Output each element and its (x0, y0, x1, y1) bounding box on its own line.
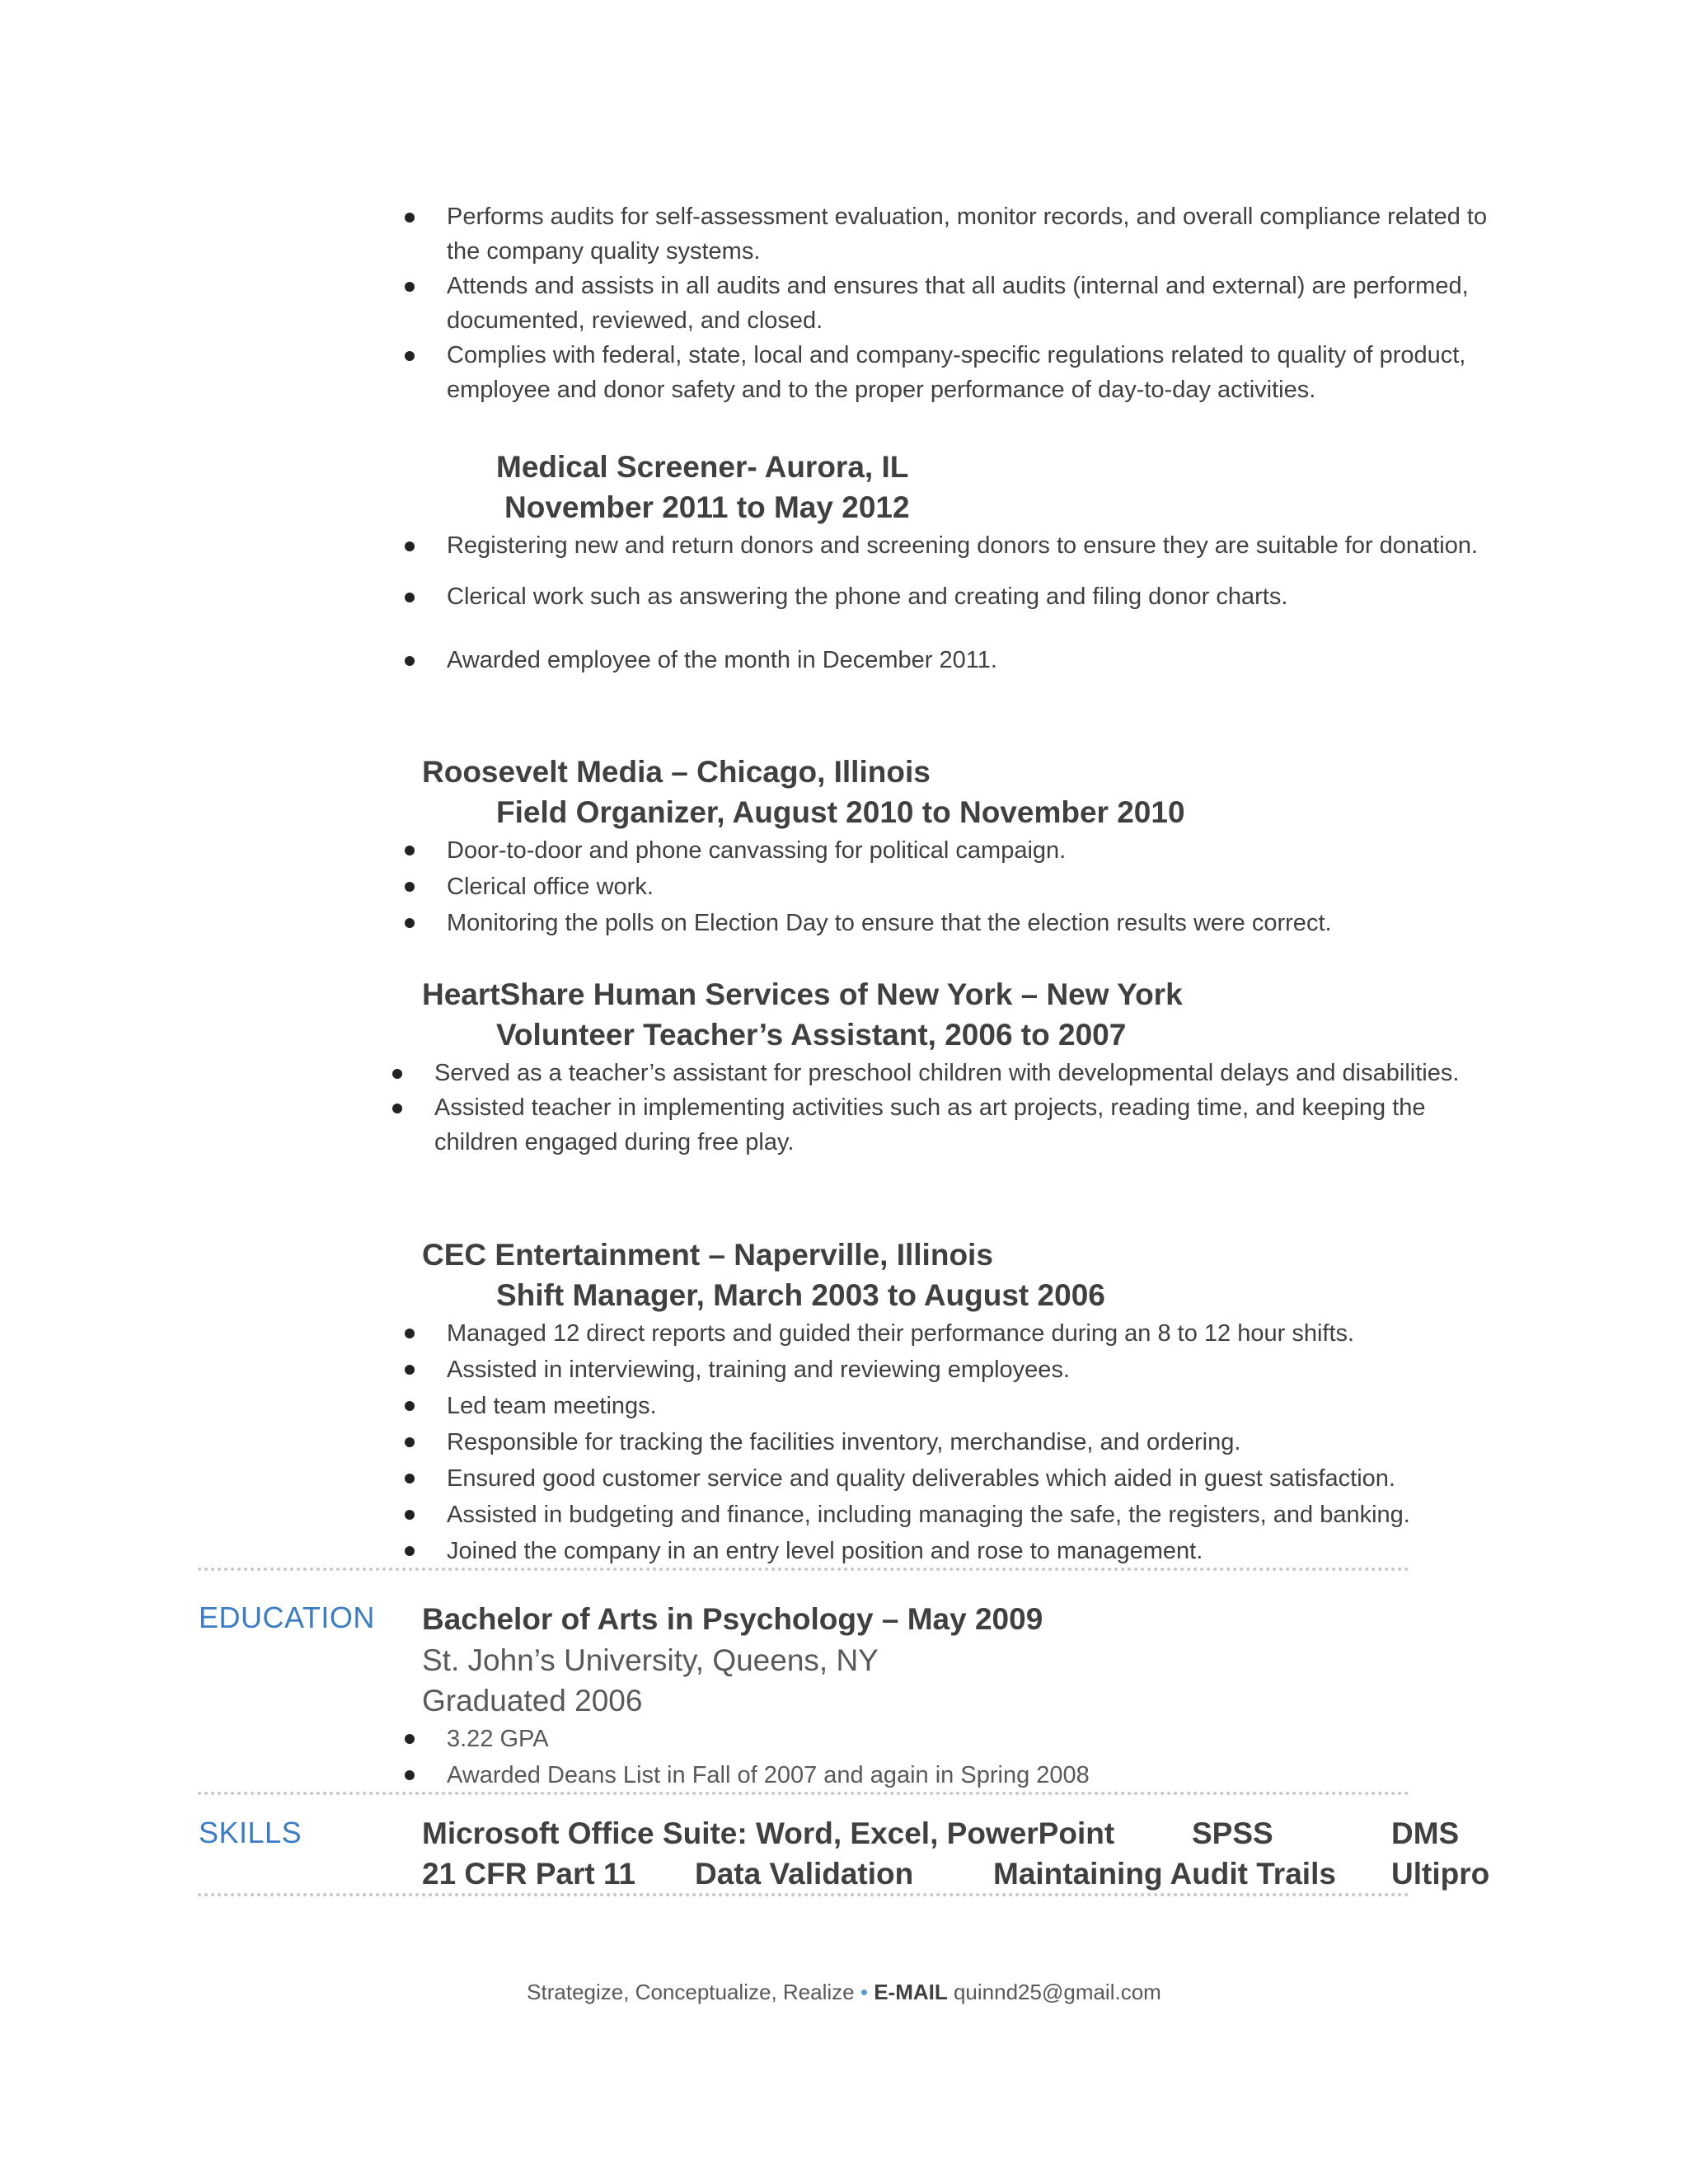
list-item: Complies with federal, state, local and company-specific regulations related to quality of product, employee and donor safety and to the proper performance of day-to-day activities. (447, 338, 1502, 407)
page-footer (0, 1980, 1688, 2005)
skill-item: Ultipro (1391, 1857, 1490, 1891)
list-item: Assisted in budgeting and finance, including managing the safe, the registers, and banking. (447, 1497, 1502, 1533)
list-item: Ensured good customer service and quality deliverables which aided in guest satisfaction. (447, 1460, 1502, 1497)
list-item: Awarded employee of the month in December 2011. (447, 643, 1502, 677)
list-item: Attends and assists in all audits and ensures that all audits (internal and external) are performed, documented, reviewed, and closed. (447, 269, 1502, 338)
education-bullet-list (447, 1721, 1502, 1793)
list-item: 3.22 GPA (447, 1721, 1502, 1757)
list-item: Assisted teacher in implementing activities such as art projects, reading time, and keeping the children engaged during free play. (434, 1090, 1506, 1160)
company-name: Roosevelt Media – Chicago, Illinois (422, 755, 931, 789)
list-item: Managed 12 direct reports and guided their performance during an 8 to 12 hour shifts. (447, 1315, 1502, 1352)
skill-item: SPSS (1192, 1816, 1273, 1850)
email-address: quinnd25@gmail.com (953, 1980, 1161, 2004)
list-item: Monitoring the polls on Election Day to ensure that the election results were correct. (447, 905, 1502, 941)
list-item: Performs audits for self-assessment evaluation, monitor records, and overall compliance related to the company quality systems. (447, 199, 1502, 269)
job-dates: November 2011 to May 2012 (504, 490, 910, 524)
skills-section-label: SKILLS (199, 1816, 302, 1849)
list-item: Door-to-door and phone canvassing for political campaign. (447, 832, 1502, 869)
list-item: Served as a teacher’s assistant for preschool children with developmental delays and disabilities. (434, 1056, 1506, 1090)
section-divider (198, 1568, 1409, 1571)
list-item: Clerical office work. (447, 869, 1502, 905)
screener-bullet-list (447, 528, 1502, 677)
school-name: St. John’s University, Queens, NY (422, 1643, 879, 1677)
list-item: Assisted in interviewing, training and reviewing employees. (447, 1352, 1502, 1388)
bullet-separator-icon: • (860, 1980, 868, 2004)
list-item: Led team meetings. (447, 1388, 1502, 1424)
footer-tagline: Strategize, Conceptualize, Realize (527, 1980, 855, 2004)
company-name: CEC Entertainment – Naperville, Illinois (422, 1238, 993, 1272)
job-title: Medical Screener- Aurora, IL (496, 450, 909, 484)
intro-bullet-list (447, 199, 1502, 407)
job-role: Field Organizer, August 2010 to November 2010 (496, 795, 1185, 829)
graduation-year: Graduated 2006 (422, 1684, 643, 1718)
cec-bullet-list (447, 1315, 1502, 1569)
roosevelt-bullet-list (447, 832, 1502, 941)
company-name: HeartShare Human Services of New York – New York (422, 977, 1183, 1011)
skill-item: Microsoft Office Suite: Word, Excel, PowerPoint (422, 1816, 1115, 1850)
list-item: Joined the company in an entry level position and rose to management. (447, 1533, 1502, 1569)
list-item: Awarded Deans List in Fall of 2007 and again in Spring 2008 (447, 1757, 1502, 1793)
email-label: E-MAIL (874, 1980, 948, 2004)
section-divider (198, 1893, 1409, 1896)
job-role: Volunteer Teacher’s Assistant, 2006 to 2007 (496, 1018, 1127, 1052)
skill-item: Maintaining Audit Trails (993, 1857, 1336, 1891)
skill-item: DMS (1391, 1816, 1460, 1850)
skill-item: 21 CFR Part 11 (422, 1857, 636, 1891)
job-role: Shift Manager, March 2003 to August 2006 (496, 1278, 1105, 1312)
degree-title: Bachelor of Arts in Psychology – May 2009 (422, 1602, 1043, 1636)
list-item: Responsible for tracking the facilities inventory, merchandise, and ordering. (447, 1424, 1502, 1460)
skill-item: Data Validation (695, 1857, 914, 1891)
list-item: Registering new and return donors and screening donors to ensure they are suitable for donation. (447, 528, 1502, 563)
section-divider (198, 1792, 1409, 1795)
list-item: Clerical work such as answering the phone and creating and filing donor charts. (447, 579, 1502, 614)
heartshare-bullet-list (434, 1056, 1506, 1160)
education-section-label: EDUCATION (199, 1601, 375, 1634)
